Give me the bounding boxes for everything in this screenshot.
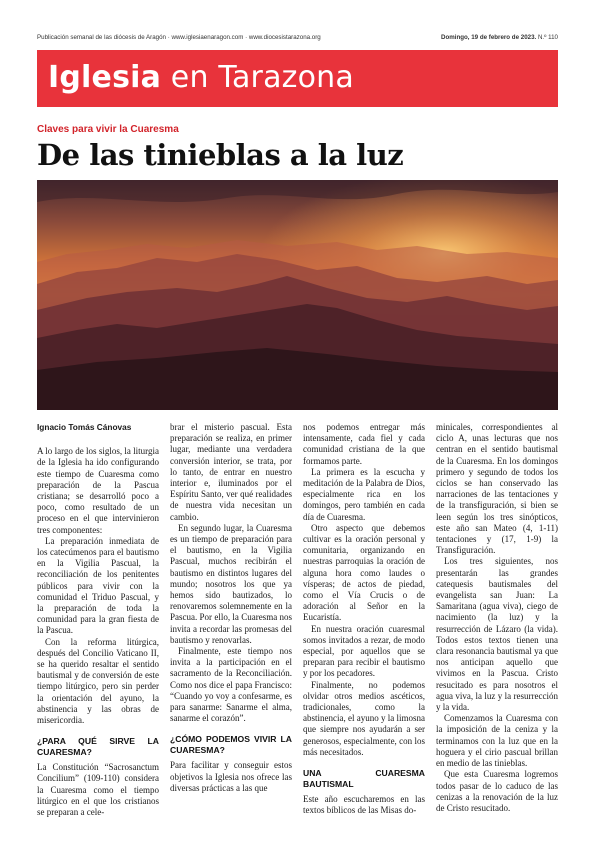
paragraph: Comenzamos la Cuaresma con la imposición de la ceniza y la terminamos con la luz que en la hoguera y el cirio pascual brillan en medio de las tinieblas.	[436, 713, 558, 769]
paragraph: nos podemos entregar más intensamente, cada fiel y cada comunidad cristiana de la que formamos parte.	[303, 422, 425, 466]
paragraph: A lo largo de los siglos, la liturgia de la Iglesia ha ido configurando este tiempo de Cuaresma como preparación de la Pascua cristiana; se desarrolló poco a poco, como resultado de un proceso en el que intervinieron tres componentes:	[37, 446, 159, 535]
paragraph: En segundo lugar, la Cuaresma es un tiempo de preparación para el bautismo, en la Vigilia Pascual, muchos recibirán el bautismo en distintos lugares del mundo; nosotros los que ya hemos sido bautizados, lo renovaremos solemnemente en la Pascua. Por ello, la Cuaresma nos invita a recordar las promesas del bautismo y renovarlas.	[170, 522, 292, 645]
section-heading: ¿CÓMO PODEMOS VIVIR LA CUARESMA?	[170, 734, 292, 755]
paragraph: Finalmente, no podemos olvidar otros medios ascéticos, tradicionales, como la abstinencia, el ayuno y la limosna que siempre nos ayudarán a ser generosos, especialmente, con los más necesitados.	[303, 679, 425, 757]
article-column-1	[37, 422, 159, 818]
masthead-title	[48, 60, 354, 95]
paragraph: Con la reforma litúrgica, después del Concilio Vaticano II, se ha querido resaltar el sentido bautismal y de conversión de este tiempo litúrgico, pero sin perder la orientación del ayuno, la abstinencia y las obras de misericordia.	[37, 636, 159, 726]
article-kicker: Claves para vivir la Cuaresma	[37, 124, 179, 135]
publication-info-bar	[37, 34, 558, 46]
article-column-3	[303, 422, 425, 816]
masthead-brand-rest: en Tarazona	[161, 60, 354, 95]
section-heading: ¿PARA QUÉ SIRVE LA CUARESMA?	[37, 736, 159, 757]
paragraph: minicales, correspondientes al ciclo A, unas lecturas que nos centran en el sentido bautismal de la Cuaresma. En los domingos primero y segundo de todos los ciclos se han conservado las narraciones de las tentaciones y de la transfiguración, si bien se leen según los tres sinópticos, este año san Mateo (4, 1-11) tentaciones y (17, 1-9) la Transfiguración.	[436, 422, 558, 556]
paragraph: Finalmente, este tiempo nos invita a la participación en el sacramento de la Reconciliación. Como nos dice el papa Francisco: “Cuando yo voy a confesarme, es para sanarme: Sanarme el alma, sanarme el corazón”.	[170, 646, 292, 724]
article-author: Ignacio Tomás Cánovas	[37, 422, 132, 432]
paragraph: Para facilitar y conseguir estos objetivos la Iglesia nos ofrece las diversas prácticas a las que	[170, 760, 292, 793]
paragraph: La preparación inmediata de los catecúmenos para el bautismo en la Vigilia Pascual, la reconciliación de los penitentes públicos para vivir con la comunidad el Triduo Pascual, y la preparación de toda la comunidad para la gran fiesta de la Pascua.	[37, 535, 159, 636]
paragraph: En nuestra oración cuaresmal somos invitados a rezar, de modo especial, por aquellos que se preparan para recibir el bautismo y por los pecadores.	[303, 623, 425, 679]
paragraph: Los tres siguientes, nos presentarán las grandes catequesis bautismales del evangelista san Juan: La Samaritana (agua viva), ciego de nacimiento (la luz) y la resurrección de Lázaro (la vida). Todos estos textos tienen una clara resonancia bautismal ya que nos anticipan aquello que vivimos en la Pascua. Cristo resucitado es para nosotros el agua viva, la luz y la resurrección y la vida.	[436, 556, 558, 713]
sunset-mountains-photo	[37, 180, 558, 410]
paragraph: La primera es la escucha y meditación de la Palabra de Dios, especialmente rica en los domingos, pero también en cada día de Cuaresma.	[303, 466, 425, 522]
article-title: De las tinieblas a la luz	[37, 138, 404, 172]
paragraph: La Constitución “Sacrosanctum Concilium” (109-110) considera la Cuaresma como el tiempo litúrgico en el que los cristianos se preparan a cele-	[37, 762, 159, 817]
masthead-brand-bold: Iglesia	[48, 60, 162, 95]
issue-date	[441, 34, 558, 41]
publication-info: Publicación semanal de las diócesis de Aragón · www.iglesiaenaragon.com · www.diocesistarazona.org	[37, 34, 321, 41]
paragraph: Otro aspecto que debemos cultivar es la oración personal y comunitaria, organizando en nuestras parroquias la oración de alguna hora como laudes o vísperas; de actos de piedad, como el Vía Crucis o de adoración al Señor en la Eucaristía.	[303, 522, 425, 623]
paragraph: Este año escucharemos en las textos bíblicos de las Misas do-	[303, 793, 425, 816]
article-column-4	[436, 422, 558, 814]
section-heading: UNA CUARESMA BAUTISMAL	[303, 768, 425, 789]
paragraph: brar el misterio pascual. Esta preparación se realiza, en primer lugar, mediante una verdadera conversión interior, se trata, por lo tanto, de entrar en nuestro interior e, iluminados por el Espíritu Santo, ver qué realidades de nuestra vida necesitan un cambio.	[170, 422, 292, 522]
date-text: Domingo, 19 de febrero de 2023.	[440, 34, 537, 41]
issue-number: N.º 110	[537, 34, 558, 41]
paragraph: Que esta Cuaresma logremos todos pasar de lo caduco de las cenizas a la renovación de la luz de Cristo resucitado.	[436, 769, 558, 813]
masthead	[37, 50, 558, 107]
article-column-2	[170, 422, 292, 794]
